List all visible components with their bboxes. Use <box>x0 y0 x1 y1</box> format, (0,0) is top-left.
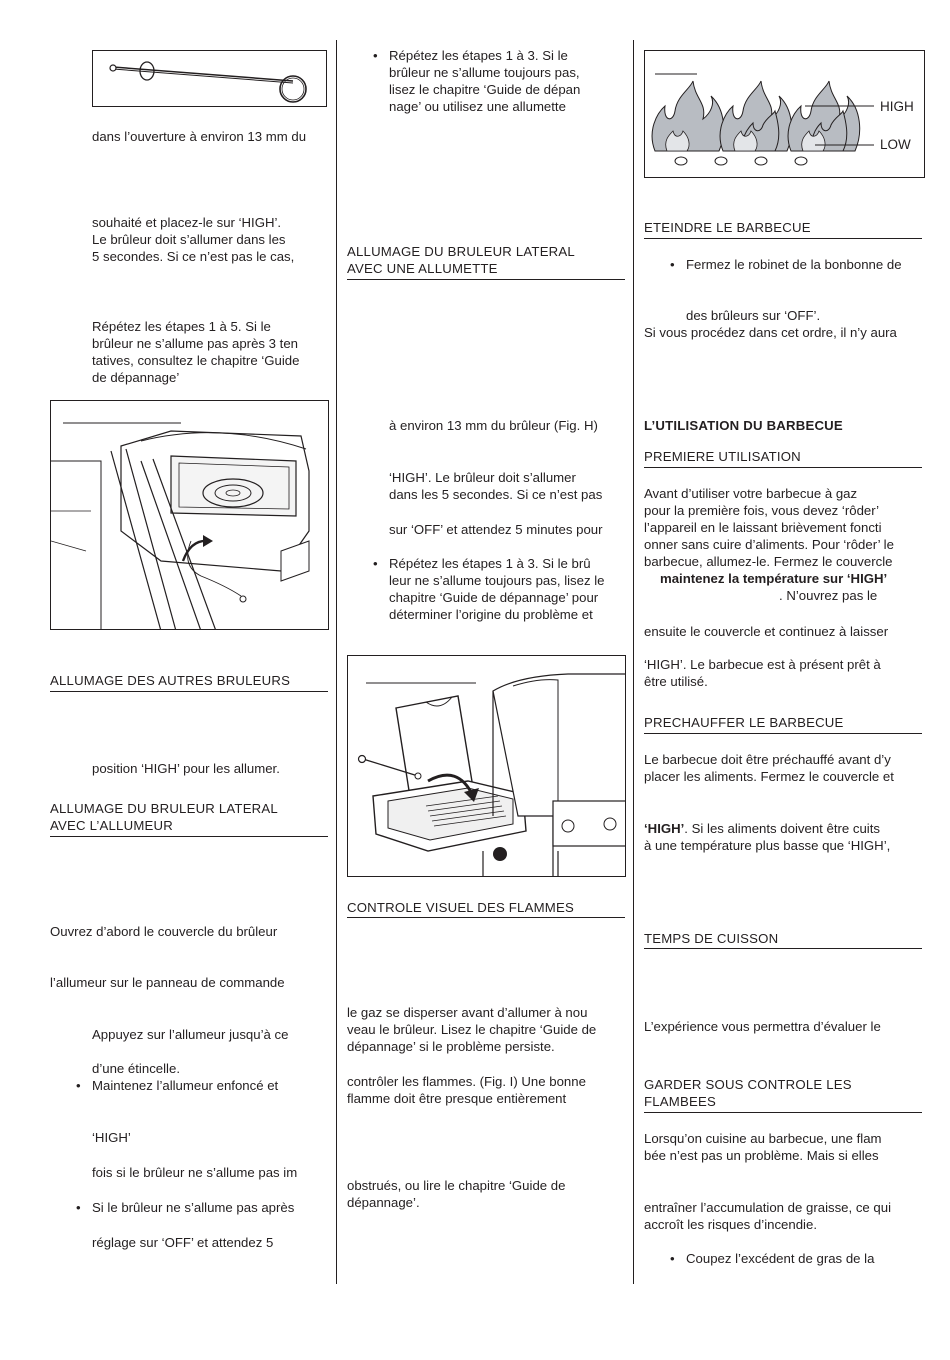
col3-text-avant-line2: pour la première fois, vous devez ‘rôder’ <box>644 503 880 518</box>
col2-text-repetez-line3: lisez le chapitre ‘Guide de dépan <box>389 82 581 97</box>
col1-text-repetez-line2: brûleur ne s’allume pas après 3 ten <box>92 336 298 351</box>
rule-allumette <box>347 279 625 280</box>
heading-flambees-line2: FLAMBEES <box>644 1094 716 1109</box>
col1-text-high-line3: 5 secondes. Si ce n’est pas le cas, <box>92 249 295 264</box>
col1-text-appuyez: Appuyez sur l’allumeur jusqu’à ce <box>92 1027 289 1042</box>
heading-controle-flammes: CONTROLE VISUEL DES FLAMMES <box>347 900 574 915</box>
col2-text-dans-les-5s: dans les 5 secondes. Si ce n’est pas <box>389 487 603 502</box>
col2-text-obstrues-line2: dépannage’. <box>347 1195 420 1210</box>
col1-text-ouvrez-couvercle: Ouvrez d’abord le couvercle du brûleur <box>50 924 278 939</box>
rule-temps-cuisson <box>644 948 922 949</box>
figure-side-burner-igniter <box>50 400 329 630</box>
col2-text-repetez2-line4: déterminer l’origine du problème et <box>389 607 593 622</box>
col1-text-position-high: position ‘HIGH’ pour les allumer. <box>92 761 280 776</box>
col2-text-repetez-line1: Répétez les étapes 1 à 3. Si le <box>389 48 568 63</box>
figure-side-burner-match <box>347 655 626 877</box>
rule-controle-flammes <box>347 917 625 918</box>
bullet-si-le-bruleur: • <box>76 1200 81 1215</box>
rule-flambees <box>644 1112 922 1113</box>
heading-allumage-lateral-line2: AVEC L’ALLUMEUR <box>50 818 173 833</box>
bullet-repetez-brû: • <box>373 556 378 571</box>
col1-text-repetez-line3: tatives, consultez le chapitre ‘Guide <box>92 353 300 368</box>
heading-allumage-lateral-line1: ALLUMAGE DU BRULEUR LATERAL <box>50 801 278 816</box>
col1-text-etincelle: d’une étincelle. <box>92 1061 180 1076</box>
col2-text-high-s-allumer: ‘HIGH’. Le brûleur doit s’allumer <box>389 470 576 485</box>
bullet-coupez: • <box>670 1251 675 1266</box>
col1-text-ouverture: dans l’ouverture à environ 13 mm du <box>92 129 307 144</box>
col2-text-environ-13mm: à environ 13 mm du brûleur (Fig. H) <box>389 418 598 433</box>
col1-text-reglage-off: réglage sur ‘OFF’ et attendez 5 <box>92 1235 274 1250</box>
col1-text-maintenez: Maintenez l’allumeur enfoncé et <box>92 1078 279 1093</box>
col3-text-avant-line1: Avant d’utiliser votre barbecue à gaz <box>644 486 858 501</box>
col3-text-avant-line3: l’appareil en le laissant brièvement foncti <box>644 520 882 535</box>
col1-text-allumeur-panneau: l’allumeur sur le panneau de commande <box>50 975 285 990</box>
col3-text-si-vous-procedez: Si vous procédez dans cet ordre, il n’y aura <box>644 325 897 340</box>
rule-eteindre <box>644 238 922 239</box>
col3-text-temperature-basse: à une température plus basse que ‘HIGH’, <box>644 838 891 853</box>
heading-premiere-utilisation: PREMIERE UTILISATION <box>644 449 801 464</box>
col2-text-repetez2-line2: leur ne s’allume toujours pas, lisez le <box>389 573 605 588</box>
flame-label-low: LOW <box>880 137 911 152</box>
col3-text-lorsquon-line2: bée n’est pas un problème. Mais si elles <box>644 1148 879 1163</box>
bullet-maintenez: • <box>76 1078 81 1093</box>
figure-match-holder <box>92 50 327 107</box>
bullet-repetez-top: • <box>373 48 378 63</box>
col3-text-graisse-line1: entraîner l’accumulation de graisse, ce qui <box>644 1200 892 1215</box>
col2-text-gaz-line2: veau le brûleur. Lisez le chapitre ‘Guide de <box>347 1022 597 1037</box>
rule-prechauffer <box>644 733 922 734</box>
col3-text-bruleurs-off: des brûleurs sur ‘OFF’. <box>686 308 821 323</box>
rule-allumage-autres <box>50 691 328 692</box>
col3-text-fermez-robinet: Fermez le robinet de la bonbonne de <box>686 257 902 272</box>
col3-text-prechauffe-line2: placer les aliments. Fermez le couvercle et <box>644 769 894 784</box>
heading-allumette-line1: ALLUMAGE DU BRULEUR LATERAL <box>347 244 575 259</box>
col3-text-avant-line5: barbecue, allumez-le. Fermez le couvercle <box>644 554 893 569</box>
col3-text-lorsquon-line1: Lorsqu’on cuisine au barbecue, une flam <box>644 1131 882 1146</box>
col2-text-repetez2-line3: chapitre ‘Guide de dépannage’ pour <box>389 590 599 605</box>
bullet-fermez-robinet: • <box>670 257 675 272</box>
heading-flambees-line1: GARDER SOUS CONTROLE LES <box>644 1077 852 1092</box>
col1-text-repetez-line1: Répétez les étapes 1 à 5. Si le <box>92 319 271 334</box>
col2-text-repetez-line2: brûleur ne s’allume toujours pas, <box>389 65 580 80</box>
col1-text-high-line1: souhaité et placez-le sur ‘HIGH’. <box>92 215 282 230</box>
col3-text-coupez: Coupez l’excédent de gras de la <box>686 1251 875 1266</box>
rule-allumage-lateral <box>50 836 328 837</box>
col3-text-aliments-cuits: . Si les aliments doivent être cuits <box>684 821 880 836</box>
rule-premiere-utilisation <box>644 467 922 468</box>
heading-eteindre: ETEINDRE LE BARBECUE <box>644 220 811 235</box>
col3-text-pret-line1: ‘HIGH’. Le barbecue est à présent prêt à <box>644 657 881 672</box>
col3-text-prechauffe-line1: Le barbecue doit être préchauffé avant d’y <box>644 752 891 767</box>
heading-temps-cuisson: TEMPS DE CUISSON <box>644 931 779 946</box>
col1-text-high-quote: ‘HIGH’ <box>92 1130 131 1145</box>
col1-text-si-le-bruleur: Si le brûleur ne s’allume pas après <box>92 1200 295 1215</box>
col3-text-high-aliments <box>644 820 880 837</box>
heading-prechauffer: PRECHAUFFER LE BARBECUE <box>644 715 844 730</box>
col2-text-obstrues-line1: obstrués, ou lire le chapitre ‘Guide de <box>347 1178 566 1193</box>
col2-text-controler-line1: contrôler les flammes. (Fig. I) Une bonne <box>347 1074 586 1089</box>
col3-text-pret-line2: être utilisé. <box>644 674 708 689</box>
col2-text-off-attendez: sur ‘OFF’ et attendez 5 minutes pour <box>389 522 603 537</box>
col1-text-high-line2: Le brûleur doit s’allumer dans les <box>92 232 286 247</box>
col3-text-graisse-line2: accroît les risques d’incendie. <box>644 1217 817 1232</box>
col3-text-high-bold: ‘HIGH’ <box>644 821 685 836</box>
col2-text-controler-line2: flamme doit être presque entièrement <box>347 1091 567 1106</box>
column-divider-right <box>633 40 634 1284</box>
col1-text-repetez-line4: de dépannage’ <box>92 370 180 385</box>
col3-text-ensuite-couvercle: ensuite le couvercle et continuez à laisser <box>644 624 889 639</box>
col2-text-repetez2-line1: Répétez les étapes 1 à 3. Si le brû <box>389 556 591 571</box>
column-divider-left <box>336 40 337 1284</box>
flame-label-high: HIGH <box>880 99 914 114</box>
col2-text-gaz-line1: le gaz se disperser avant d’allumer à nou <box>347 1005 588 1020</box>
col1-text-fois: fois si le brûleur ne s’allume pas im <box>92 1165 298 1180</box>
figure-flame-levels <box>644 50 925 178</box>
col3-text-avant-line4: onner sans cuire d’aliments. Pour ‘rôder’ le <box>644 537 894 552</box>
heading-allumette-line2: AVEC UNE ALLUMETTE <box>347 261 498 276</box>
col3-text-maintenez-temperature: maintenez la température sur ‘HIGH’ <box>660 571 888 586</box>
heading-utilisation-barbecue: L’UTILISATION DU BARBECUE <box>644 418 843 433</box>
col2-text-repetez-line4: nage’ ou utilisez une allumette <box>389 99 566 114</box>
heading-allumage-autres-bruleurs: ALLUMAGE DES AUTRES BRULEURS <box>50 673 291 688</box>
col3-text-experience: L’expérience vous permettra d’évaluer le <box>644 1019 881 1034</box>
col2-text-gaz-line3: dépannage’ si le problème persiste. <box>347 1039 555 1054</box>
col3-text-nouvrez-pas: . N’ouvrez pas le <box>779 588 878 603</box>
